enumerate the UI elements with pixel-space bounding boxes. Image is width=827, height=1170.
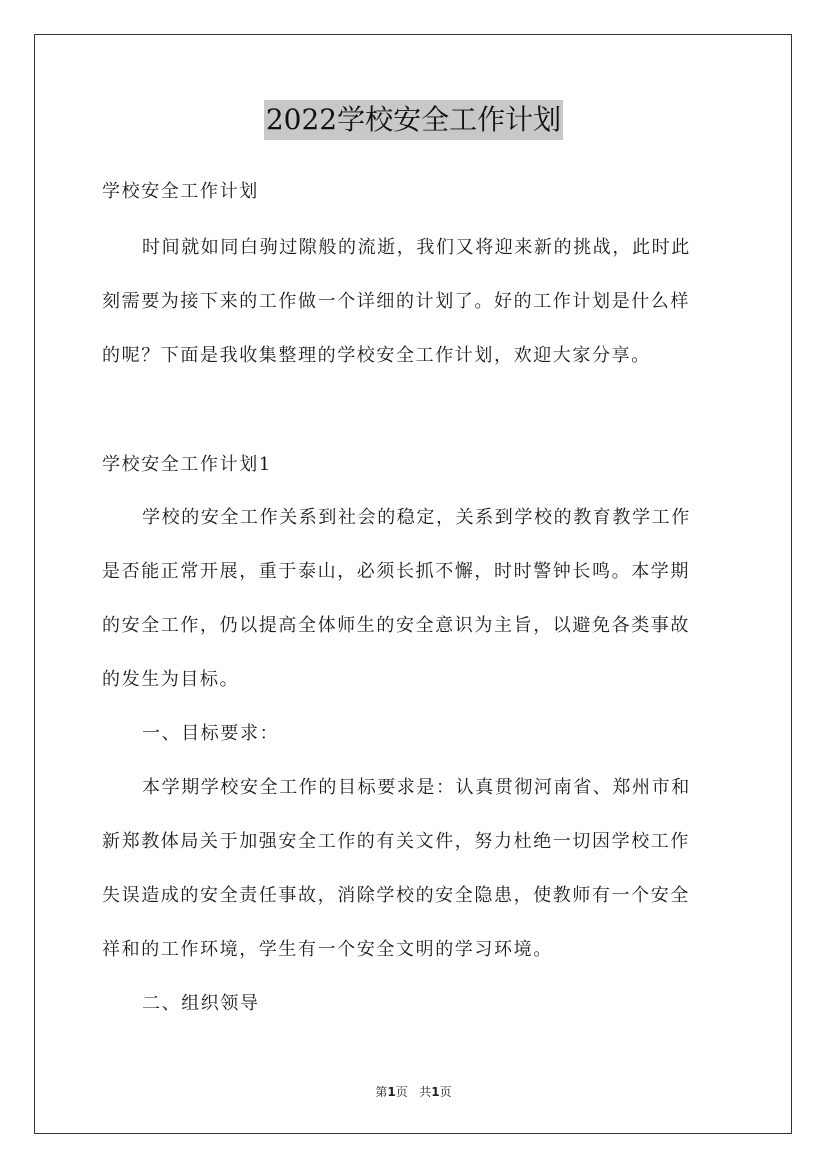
section1-paragraph bbox=[102, 491, 728, 707]
document-subtitle: 学校安全工作计划 bbox=[102, 181, 259, 202]
paragraph-line: 的发生为目标。 bbox=[102, 669, 240, 690]
paragraph-line: 的安全工作，仍以提高全体师生的安全意识为主旨，以避免各类事故 bbox=[102, 615, 690, 636]
paragraph-line: 新郑教体局关于加强安全工作的有关文件，努力杜绝一切因学校工作 bbox=[102, 831, 690, 852]
org-heading-block bbox=[102, 977, 728, 1031]
intro-paragraph bbox=[102, 221, 728, 383]
title-container bbox=[0, 100, 827, 140]
footer-total-prefix: 共 bbox=[419, 1085, 432, 1099]
paragraph-line: 失误造成的安全责任事故，消除学校的安全隐患，使教师有一个安全 bbox=[102, 885, 690, 906]
paragraph-line: 刻需要为接下来的工作做一个详细的计划了。好的工作计划是什么样 bbox=[102, 291, 690, 312]
subtitle-block bbox=[102, 177, 728, 207]
page-footer bbox=[0, 1083, 827, 1101]
section1-heading-block bbox=[102, 450, 728, 480]
footer-total-suffix: 页 bbox=[439, 1085, 452, 1099]
paragraph-line: 本学期学校安全工作的目标要求是：认真贯彻河南省、郑州市和 bbox=[142, 777, 691, 798]
footer-page-suffix: 页 bbox=[395, 1085, 408, 1099]
paragraph-line: 是否能正常开展，重于泰山，必须长抓不懈，时时警钟长鸣。本学期 bbox=[102, 561, 690, 582]
paragraph-line: 学校的安全工作关系到社会的稳定，关系到学校的教育教学工作 bbox=[142, 507, 691, 528]
paragraph-line: 时间就如同白驹过隙般的流逝，我们又将迎来新的挑战，此时此 bbox=[142, 237, 691, 258]
footer-page-number: 1 bbox=[387, 1085, 396, 1099]
paragraph-line: 的呢？下面是我收集整理的学校安全工作计划，欢迎大家分享。 bbox=[102, 345, 651, 366]
goals-heading-block bbox=[102, 707, 728, 761]
paragraph-line: 祥和的工作环境，学生有一个安全文明的学习环境。 bbox=[102, 939, 553, 960]
document-title: 2022学校安全工作计划 bbox=[264, 100, 563, 140]
footer-total-number: 1 bbox=[431, 1085, 440, 1099]
section-heading: 一、目标要求： bbox=[142, 723, 280, 744]
section-heading: 学校安全工作计划1 bbox=[102, 454, 272, 475]
goals-paragraph bbox=[102, 761, 728, 977]
section-heading: 二、组织领导 bbox=[142, 993, 260, 1014]
footer-page-prefix: 第 bbox=[375, 1085, 388, 1099]
